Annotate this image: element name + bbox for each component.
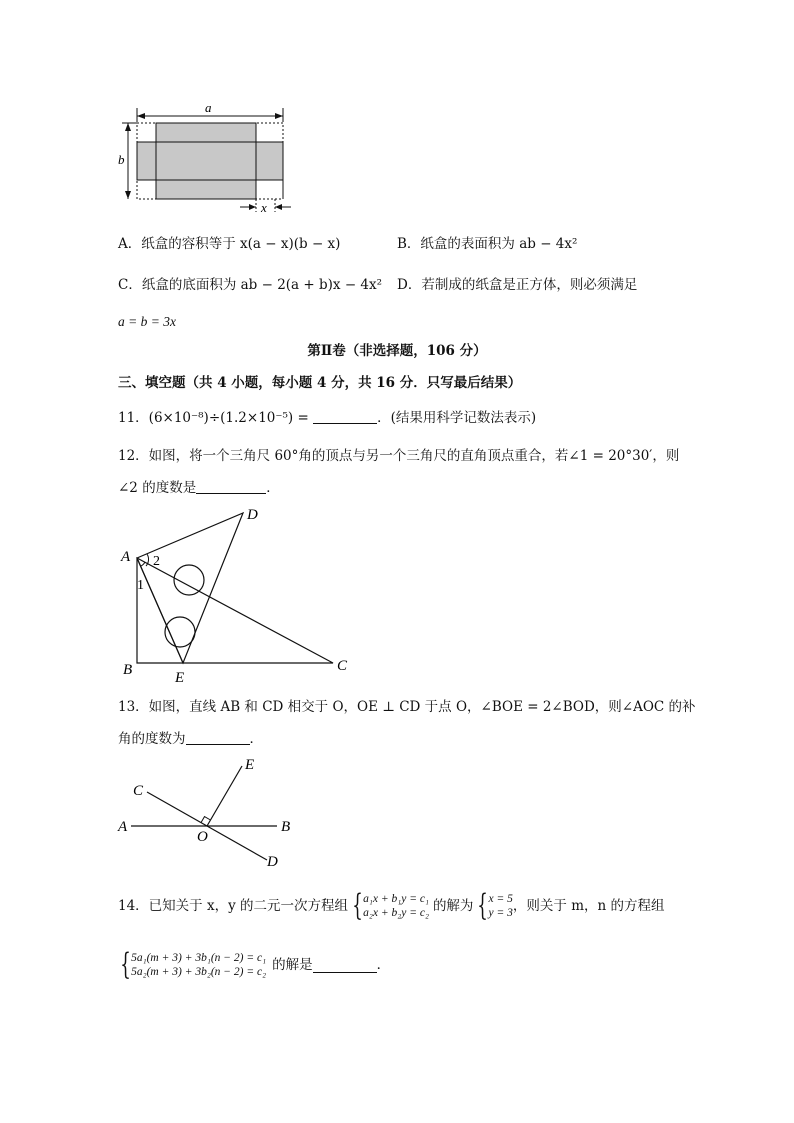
question-14-line1 — [118, 888, 665, 923]
option-a: A．纸盒的容积等于 x(a − x)(b − x) — [118, 236, 341, 252]
q14-system1: { a₁x + b₁y = c₁ a₂x + b₂y = c₂ — [352, 888, 429, 923]
q12-end: ． — [266, 480, 280, 496]
question-12-line2 — [118, 479, 280, 497]
q14-stem1: 14．已知关于 x，y 的二元一次方程组 — [118, 898, 349, 914]
point-d: D — [247, 507, 258, 523]
angle-1-label: 1 — [137, 578, 144, 593]
point-a: A — [121, 549, 131, 565]
q14-mid: 的解为 — [432, 898, 474, 914]
label-x: x — [261, 200, 267, 215]
question-14-line2 — [116, 947, 391, 982]
q13-end: ． — [249, 731, 263, 747]
q14-sys2-eq1: x = 5 — [488, 893, 513, 905]
intersecting-lines-figure — [115, 752, 315, 872]
q14-sys3-eq1: 5a₁(m + 3) + 3b₁(n − 2) = c₁ — [131, 952, 267, 964]
question-13-line2 — [118, 730, 263, 748]
point-o: O — [197, 829, 208, 845]
point-e: E — [245, 757, 255, 773]
q11-tail: ．(结果用科学记数法表示) — [377, 410, 537, 426]
point-a: A — [118, 819, 128, 835]
triangle-rulers-figure — [115, 500, 365, 690]
q14-tail: 的解是 — [272, 957, 313, 973]
point-e: E — [175, 670, 185, 686]
q13-line1: 13．如图，直线 AB 和 CD 相交于 O，OE ⊥ CD 于点 O，∠BOE = 2∠BOD，则∠AOC 的补 — [118, 699, 696, 715]
option-c: C．纸盒的底面积为 ab − 2(a + b)x − 4x² — [118, 277, 383, 293]
question-11 — [118, 409, 536, 427]
q14-system3: { 5a₁(m + 3) + 3b₁(n − 2) = c₁ 5a₂(m + 3) + 3b₂(n − 2) = c₂ — [120, 947, 267, 982]
q12-line2: ∠2 的度数是 — [118, 480, 197, 496]
q13-answer-blank — [186, 730, 250, 745]
point-c: C — [133, 783, 144, 799]
angle-2-label: 2 — [153, 554, 160, 569]
box-net-figure — [115, 100, 305, 218]
point-c: C — [337, 658, 348, 674]
q12-answer-blank — [196, 479, 266, 494]
q13-line2: 角的度数为 — [118, 731, 186, 747]
point-d: D — [267, 854, 278, 870]
option-d: D．若制成的纸盒是正方体，则必须满足 — [397, 277, 638, 293]
q14-sys2-eq2: y = 3 — [488, 907, 513, 919]
q11-answer-blank — [313, 409, 377, 424]
q14-sys1-eq2: a₂x + b₂y = c₂ — [363, 907, 429, 919]
point-b: B — [281, 819, 291, 835]
label-b: b — [118, 152, 125, 167]
q14-sys1-eq1: a₁x + b₁y = c₁ — [363, 893, 429, 905]
option-d-continued: a = b = 3x — [118, 314, 176, 329]
q11-stem: 11．(6×10⁻⁸)÷(1.2×10⁻⁵) = — [118, 410, 309, 426]
label-a: a — [205, 100, 212, 115]
q12-line1: 12．如图，将一个三角尺 60°角的顶点与另一个三角尺的直角顶点重合，若∠1 = 20°30′，则 — [118, 448, 680, 464]
q14-stem2: ，则关于 m，n 的方程组 — [512, 898, 665, 914]
section-2-title: 第Ⅱ卷（非选择题，106 分） — [307, 343, 487, 359]
q14-answer-blank — [313, 958, 377, 973]
section-3-title: 三、填空题（共 4 小题，每小题 4 分，共 16 分．只写最后结果） — [118, 375, 522, 391]
option-b: B．纸盒的表面积为 ab − 4x² — [397, 236, 578, 252]
point-b: B — [123, 662, 133, 678]
q14-system2: { x = 5 y = 3 — [477, 888, 513, 923]
q14-sys3-eq2: 5a₂(m + 3) + 3b₂(n − 2) = c₂ — [131, 966, 267, 978]
q14-end: ． — [376, 957, 391, 973]
